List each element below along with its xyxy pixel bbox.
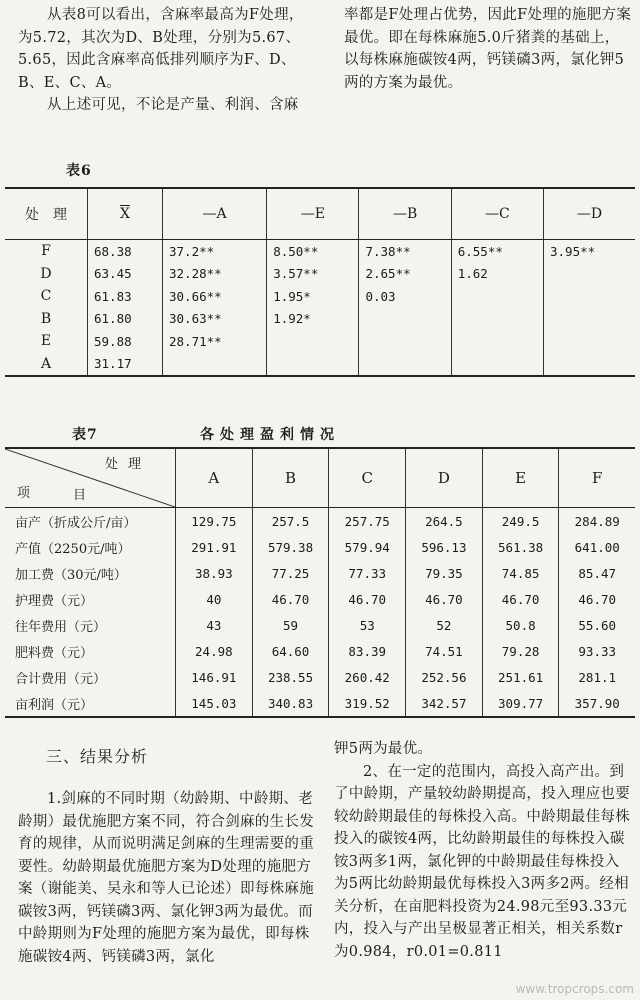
table-cell: 40 xyxy=(176,586,253,612)
table-cell: 93.33 xyxy=(559,638,635,664)
table-cell: 38.93 xyxy=(176,560,253,586)
table-cell: 加工费（30元/吨） xyxy=(15,567,127,583)
paragraph-conclusion-start: 从上述可见，不论是产量、利润、含麻 xyxy=(47,97,299,113)
table-cell: F xyxy=(41,243,51,260)
table7-header-c: C xyxy=(329,448,406,508)
table-cell: 53 xyxy=(329,612,406,638)
table-cell xyxy=(267,330,359,353)
table-cell: 32.28** xyxy=(163,263,267,286)
table-row xyxy=(5,690,635,717)
table7-diag-item: 项 xyxy=(17,486,31,501)
table-cell: 85.47 xyxy=(559,560,635,586)
table-cell: 3.95** xyxy=(544,240,636,263)
table-cell: 0.03 xyxy=(359,285,451,308)
paragraph-result-2: 2、在一定的范围内，高投入高产出。到了中龄期，产量较幼龄期提高，投入理应也要较幼龄期最佳的每株投入高。中龄期最佳每株投入的碳铵4两，比幼龄期最佳的每株投入碳铵3两多1两，氯化钾的中龄期最佳每株投入为5两比幼龄期最优每株投入3两多2两。经相关分析，在亩肥料投资为24.98元至93.33元内，投入与产出呈极显著正相关，相关系数r为0.984，r0.01=0.811 xyxy=(334,763,630,960)
table7-header-row xyxy=(5,448,635,508)
table7-caption-number: 表7 xyxy=(72,427,98,443)
bottom-left-column xyxy=(18,747,318,968)
table-cell: 129.75 xyxy=(176,508,253,535)
table-cell: 8.50** xyxy=(267,240,359,263)
table6-header-minus-e: —E xyxy=(267,188,359,240)
table-cell: 2.65** xyxy=(359,263,451,286)
table-cell: 252.56 xyxy=(406,664,483,690)
table-cell: 357.90 xyxy=(559,690,635,717)
table-cell: 28.71** xyxy=(163,330,267,353)
paragraph-result-1-end: 钾5两为最优。 xyxy=(334,741,433,757)
table-cell: 249.5 xyxy=(482,508,559,535)
table-cell: 往年费用（元） xyxy=(15,619,107,635)
table6-caption: 表6 xyxy=(66,163,92,179)
table7-diag-mu: 目 xyxy=(73,488,87,503)
table-cell: 43 xyxy=(176,612,253,638)
paragraph-result-1: 1.剑麻的不同时期（幼龄期、中龄期、老龄期）最优施肥方案不同，符合剑麻的生长发育的规律，从而说明满足剑麻的生理需要的重要性。幼龄期最优施肥方案为D处理的施肥方案（谢能美、吴永和等人已论述）即每株麻施碳铵3两，钙镁磷3两、氯化钾3两为最优。而中龄期则为F处理的施肥方案为最优，即每株施碳铵4两、钙镁磷3两，氯化 xyxy=(18,791,314,965)
table-row xyxy=(5,534,635,560)
table-cell: 291.91 xyxy=(176,534,253,560)
table-cell: C xyxy=(40,288,52,305)
paragraph-table8-summary: 从表8可以看出，含麻率最高为F处理，为5.72，其次为D、B处理，分别为5.67、5.65，因此含麻率高低排列顺序为F、D、B、E、C、A。 xyxy=(18,7,304,91)
table-row xyxy=(5,308,635,331)
table-cell: 284.89 xyxy=(559,508,635,535)
table-cell: 肥料费（元） xyxy=(15,645,94,661)
paragraph-conclusion-end: 率都是F处理占优势，因此F处理的施肥方案最优。即在每株麻施5.0斤猪粪的基础上，以每株麻施碳铵4两，钙镁磷3两，氯化钾5两的方案为最优。 xyxy=(344,7,632,91)
table-cell: 46.70 xyxy=(406,586,483,612)
table-cell xyxy=(451,285,543,308)
table-cell: 77.33 xyxy=(329,560,406,586)
table-cell xyxy=(359,353,451,377)
table-cell: 护理费（元） xyxy=(15,593,94,609)
table-cell: 309.77 xyxy=(482,690,559,717)
table-cell xyxy=(359,308,451,331)
table-cell: 74.51 xyxy=(406,638,483,664)
table-row xyxy=(5,240,635,263)
table-cell xyxy=(451,330,543,353)
table-row xyxy=(5,508,635,535)
table-row xyxy=(5,285,635,308)
table-cell: 77.25 xyxy=(252,560,329,586)
table-cell: 59.88 xyxy=(88,330,163,353)
table7-header-d: D xyxy=(406,448,483,508)
table6-header-minus-c: —C xyxy=(451,188,543,240)
table6-header-mean-label: $\overline{X}$ xyxy=(120,206,130,222)
bottom-right-column xyxy=(334,738,634,963)
table6-header-minus-a: —A xyxy=(163,188,267,240)
table-cell: 46.70 xyxy=(329,586,406,612)
table-cell xyxy=(544,285,636,308)
top-right-column xyxy=(344,4,634,94)
table-cell: 3.57** xyxy=(267,263,359,286)
table-cell xyxy=(451,308,543,331)
table-cell: 24.98 xyxy=(176,638,253,664)
table-cell: 亩产（折成公斤/亩） xyxy=(15,515,137,531)
section-heading: 三、结果分析 xyxy=(46,747,149,766)
table7-header-b: B xyxy=(252,448,329,508)
table-cell: 146.91 xyxy=(176,664,253,690)
table-cell: 46.70 xyxy=(559,586,635,612)
table-cell: 340.83 xyxy=(252,690,329,717)
table-cell: 579.94 xyxy=(329,534,406,560)
table-cell: 251.61 xyxy=(482,664,559,690)
table7-header-f: F xyxy=(559,448,635,508)
watermark: www.tropcrops.com xyxy=(515,982,634,996)
table7-diag-treatment: 处理 xyxy=(104,457,151,472)
table-cell: 30.63** xyxy=(163,308,267,331)
table-cell: 257.75 xyxy=(329,508,406,535)
table-cell: 30.66** xyxy=(163,285,267,308)
table-cell: B xyxy=(40,310,52,327)
table-cell xyxy=(544,353,636,377)
table-row xyxy=(5,612,635,638)
table-cell: 281.1 xyxy=(559,664,635,690)
table-cell: 1.92* xyxy=(267,308,359,331)
table-cell: 50.8 xyxy=(482,612,559,638)
table7-caption-title: 各处理盈利情况 xyxy=(200,427,340,443)
table-row xyxy=(5,353,635,377)
table-cell: 1.95* xyxy=(267,285,359,308)
table-cell: 46.70 xyxy=(252,586,329,612)
table-cell: 59 xyxy=(252,612,329,638)
table-cell: 亩利润（元） xyxy=(5,690,176,717)
table-cell: 579.38 xyxy=(252,534,329,560)
table-cell: 561.38 xyxy=(482,534,559,560)
table-cell: 7.38** xyxy=(359,240,451,263)
table-cell: 145.03 xyxy=(176,690,253,717)
table-cell: 79.35 xyxy=(406,560,483,586)
table-cell xyxy=(163,353,267,377)
table-cell xyxy=(451,353,543,377)
table-cell: 257.5 xyxy=(252,508,329,535)
table-cell: 合计费用（元） xyxy=(15,671,107,687)
table-cell: 596.13 xyxy=(406,534,483,560)
table6-header-row xyxy=(5,188,635,240)
table7-diagonal-header xyxy=(5,448,176,508)
table-cell: 63.45 xyxy=(88,263,163,286)
table7 xyxy=(5,447,635,718)
table-cell: 74.85 xyxy=(482,560,559,586)
table-cell: 342.57 xyxy=(406,690,483,717)
table-cell: A xyxy=(5,353,88,377)
table-cell: 61.80 xyxy=(88,308,163,331)
table-cell: 238.55 xyxy=(252,664,329,690)
table7-header-e: E xyxy=(482,448,559,508)
table-cell: 264.5 xyxy=(406,508,483,535)
table-cell: 6.55** xyxy=(451,240,543,263)
table-cell: 31.17 xyxy=(88,353,163,377)
table-cell: 1.62 xyxy=(451,263,543,286)
table-cell: 319.52 xyxy=(329,690,406,717)
table-cell xyxy=(359,330,451,353)
table6 xyxy=(5,187,635,377)
table-cell: 64.60 xyxy=(252,638,329,664)
table-cell xyxy=(544,263,636,286)
table-cell: 55.60 xyxy=(559,612,635,638)
table-row xyxy=(5,560,635,586)
table-cell: 46.70 xyxy=(482,586,559,612)
table-cell: 83.39 xyxy=(329,638,406,664)
table-cell: 52 xyxy=(406,612,483,638)
table-cell xyxy=(544,330,636,353)
table6-header-treatment: 处 理 xyxy=(5,188,88,240)
table-cell: 产值（2250元/吨） xyxy=(15,541,131,557)
table-row xyxy=(5,330,635,353)
table6-header-minus-b: —B xyxy=(359,188,451,240)
table-cell: 260.42 xyxy=(329,664,406,690)
table-cell: 79.28 xyxy=(482,638,559,664)
table-cell xyxy=(544,308,636,331)
table-row xyxy=(5,638,635,664)
table6-header-mean xyxy=(88,188,163,240)
table6-header-minus-d: —D xyxy=(544,188,636,240)
table-row xyxy=(5,263,635,286)
table-cell xyxy=(267,353,359,377)
table-cell: 37.2** xyxy=(163,240,267,263)
table-cell: D xyxy=(40,265,52,282)
table7-header-a: A xyxy=(176,448,253,508)
table-row xyxy=(5,664,635,690)
table-cell: 641.00 xyxy=(559,534,635,560)
top-left-column xyxy=(18,4,318,117)
table-row xyxy=(5,586,635,612)
table-cell: E xyxy=(40,333,52,350)
table-cell: 61.83 xyxy=(88,285,163,308)
table-cell: 68.38 xyxy=(88,240,163,263)
